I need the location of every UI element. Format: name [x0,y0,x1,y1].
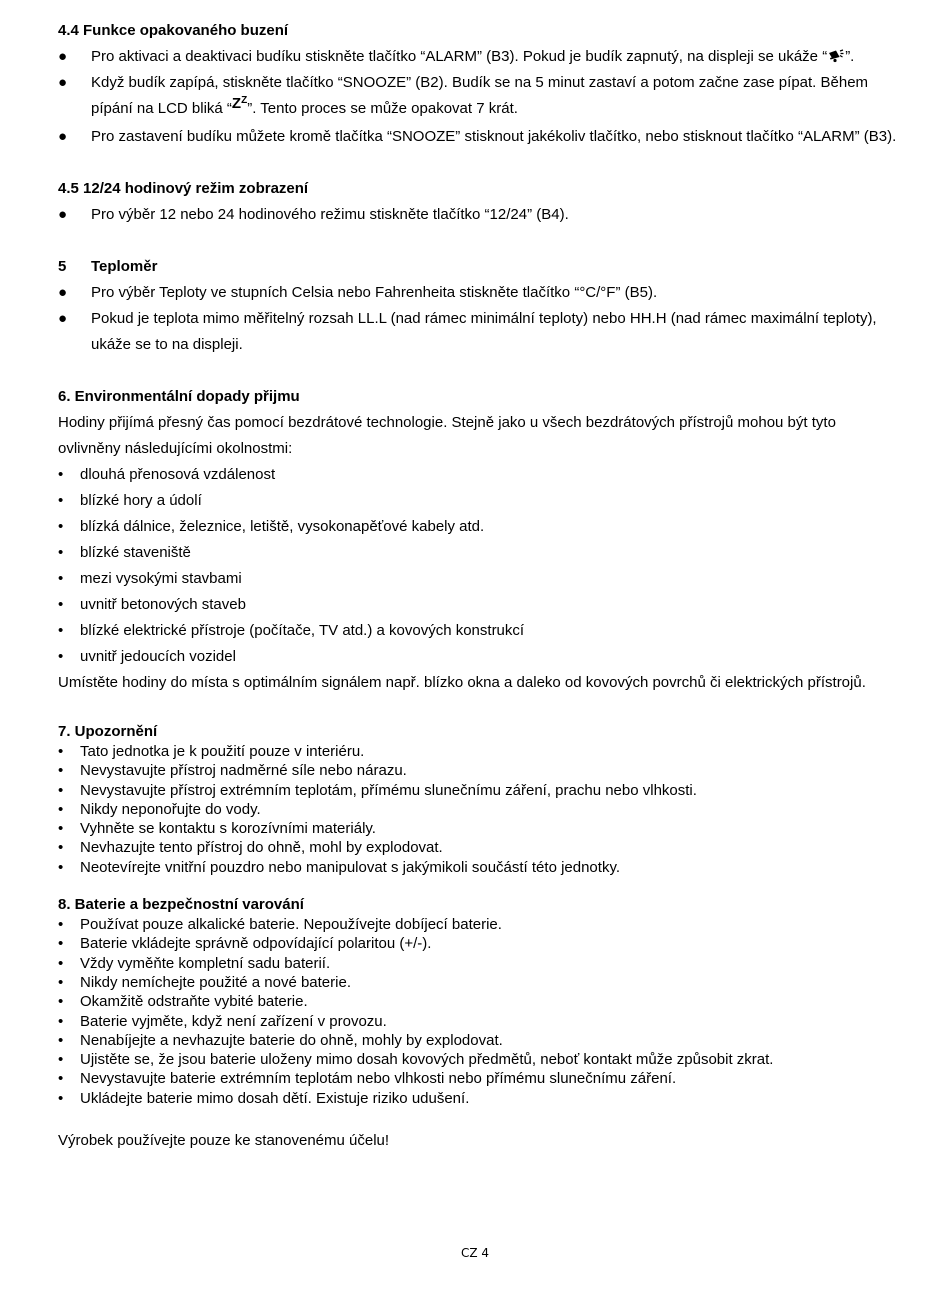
bullet: • [58,954,64,972]
bullet: ● [58,284,68,301]
thermometer-list [58,280,898,358]
list-item: • Baterie vyjměte, když není zařízení v provozu. [58,1012,387,1030]
list-item: ● Když budík zapípá, stiskněte tlačítko “SNOOZE” (B2). Budík se na 5 minut zastaví a potom začne zase pípat. Během pípání na LCD bliká “$Z^Z$”. Tento proces se může opakovat 7 krát. [58,70,898,124]
bullet: ● [58,48,68,65]
list-item: • Nevhazujte tento přístroj do ohně, mohl by explodovat. [58,839,443,857]
section-heading-4-5: 4.5 12/24 hodinový režim zobrazení [58,180,309,197]
section-heading-4-4: 4.4 Funkce opakovaného buzení [58,22,289,39]
bullet: • [58,1031,64,1049]
alarm-bell-icon [827,49,845,63]
bullet: • [58,596,64,613]
bullet: • [58,993,64,1011]
page-footer: CZ 4 [460,1246,490,1260]
bullet: ● [58,74,68,91]
bullet: • [58,858,64,876]
list-item: ● Pro aktivaci a deaktivaci budíku stiskněte tlačítko “ALARM” (B3). Pokud je budík zapnutý, na displeji se ukáže “ ”. [58,44,898,70]
bullet: • [58,800,64,818]
list-item: • mezi vysokými stavbami [58,566,898,592]
bullet: • [58,935,64,953]
list-item: ● Pro výběr Teploty ve stupních Celsia nebo Fahrenheita stiskněte tlačítko “°C/°F” (B5). [58,280,898,306]
closing-note: Výrobek používejte pouze ke stanovenému účelu! [58,1132,390,1150]
bullet: ● [58,206,68,223]
list-item: • uvnitř betonových staveb [58,592,898,618]
bullet: • [58,839,64,857]
bullet: • [58,1070,64,1088]
bullet: • [58,544,64,561]
list-item: • uvnitř jedoucích vozidel [58,644,898,670]
list-item: • dlouhá přenosová vzdálenost [58,462,898,488]
section-heading-8: 8. Baterie a bezpečnostní varování [58,896,304,914]
list-item: • Neotevírejte vnitřní pouzdro nebo manipulovat s jakýmikoli součástí této jednotky. [58,858,620,876]
list-item: • Vyhněte se kontaktu s korozívními materiály. [58,820,376,838]
list-item: • Ukládejte baterie mimo dosah dětí. Existuje riziko udušení. [58,1089,470,1107]
bullet: • [58,518,64,535]
list-item: • blízké elektrické přístroje (počítače, TV atd.) a kovových konstrukcí [58,618,898,644]
mode-list [58,202,898,228]
list-item: • Nevystavujte baterie extrémním teplotám nebo vlhkosti nebo přímému slunečnímu záření. [58,1070,677,1088]
bullet: • [58,973,64,991]
intro-paragraph: Hodiny přijímá přesný čas pomocí bezdrátové technologie. Stejně jako u všech bezdrátových přístrojů mohou být tyto ovlivněny následujícími okolnostmi: [58,414,836,457]
bullet: • [58,916,64,934]
bullet: • [58,743,64,760]
list-item: • Ujistěte se, že jsou baterie uloženy mimo dosah kovových předmětů, neboť kontakt může způsobit zkrat. [58,1051,774,1069]
reception-factors-list [58,462,898,670]
list-item: ● Pokud je teplota mimo měřitelný rozsah LL.L (nad rámec minimální teploty) nebo HH.H (nad rámec maximální teploty), ukáže se to na displeji. [58,306,898,358]
list-item: • Baterie vkládejte správně odpovídající polaritou (+/-). [58,935,432,953]
bullet: ● [58,128,68,145]
list-item: • blízká dálnice, železnice, letiště, vysokonapěťové kabely atd. [58,514,898,540]
list-item: • Nikdy nemíchejte použité a nové baterie. [58,973,351,991]
bullet: • [58,1051,64,1069]
bullet: ● [58,310,68,327]
warnings-list [58,742,898,877]
document-page [58,18,898,1154]
list-item: • Nenabíjejte a nevhazujte baterie do ohně, mohly by explodovat. [58,1031,503,1049]
list-item: • Nikdy neponořujte do vody. [58,800,261,818]
section-heading-5: 5 Teploměr [58,258,158,275]
list-item: ● Pro zastavení budíku můžete kromě tlačítka “SNOOZE” stisknout jakékoliv tlačítko, nebo stisknout tlačítko “ALARM” (B3). [58,124,898,150]
list-item: ● Pro výběr 12 nebo 24 hodinového režimu stiskněte tlačítko “12/24” (B4). [58,202,898,228]
list-item: • Tato jednotka je k použití pouze v interiéru. [58,743,365,760]
snooze-zz-icon: $Z^Z$ [231,95,248,112]
outro-paragraph: Umístěte hodiny do místa s optimálním signálem např. blízko okna a daleko od kovových povrchů či elektrických přístrojů. [58,674,866,691]
section-heading-7: 7. Upozornění [58,723,158,740]
list-item: • Používat pouze alkalické baterie. Nepoužívejte dobíjecí baterie. [58,916,502,934]
bullet: • [58,762,64,780]
bullet: • [58,1089,64,1107]
bullet: • [58,781,64,799]
list-item: • Okamžitě odstraňte vybité baterie. [58,993,308,1011]
bullet: • [58,1012,64,1030]
list-item: • Nevystavujte přístroj extrémním teplotám, přímému slunečnímu záření, prachu nebo vlhkosti. [58,781,697,799]
section-heading-6: 6. Environmentální dopady přijmu [58,388,300,405]
bullet: • [58,820,64,838]
bullet: • [58,570,64,587]
battery-list [58,915,898,1108]
bullet: • [58,622,64,639]
list-item: • Nevystavujte přístroj nadměrné síle nebo nárazu. [58,762,407,780]
bullet: • [58,466,64,483]
bullet: • [58,492,64,509]
bullet: • [58,648,64,665]
list-item: • blízké hory a údolí [58,488,898,514]
list-item: • blízké staveniště [58,540,898,566]
list-item: • Vždy vyměňte kompletní sadu baterií. [58,954,331,972]
snooze-list [58,44,898,150]
